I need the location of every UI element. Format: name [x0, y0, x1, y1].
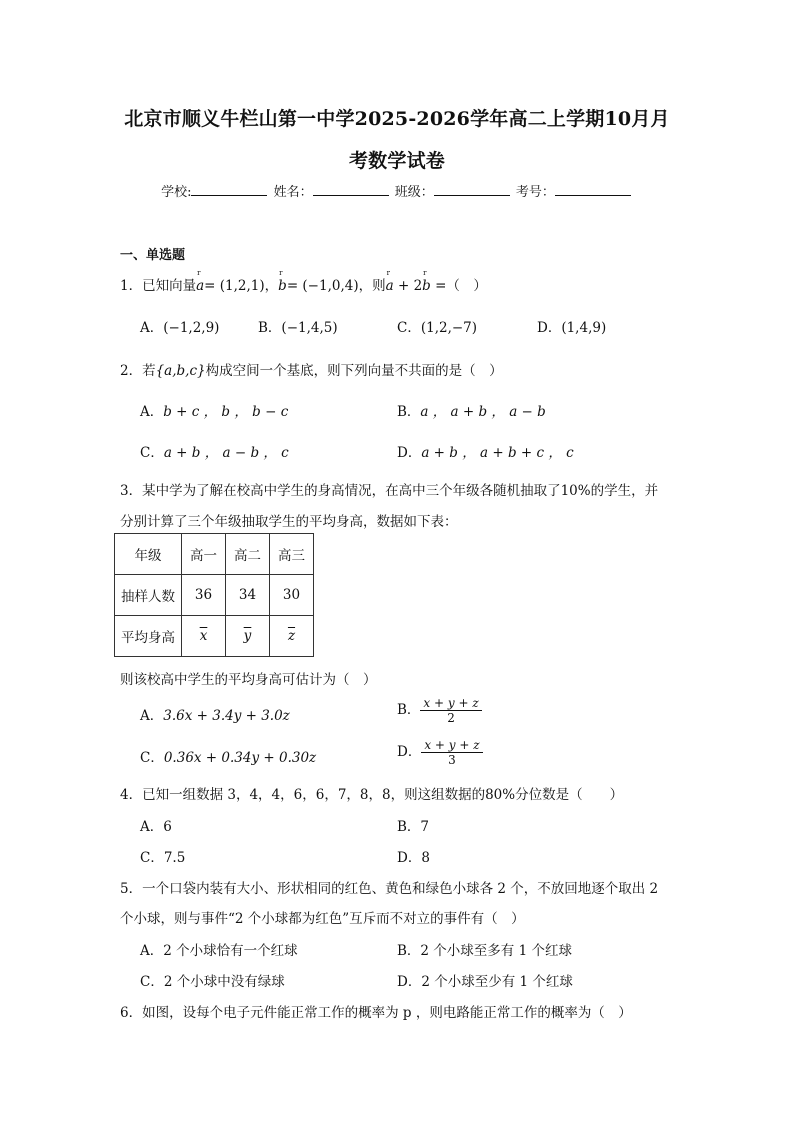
table-header-cell: 高三 [270, 534, 314, 575]
q1-b-value: = (−1,0,4)，则 [286, 278, 386, 294]
q2-suffix: 构成空间一个基底，则下列向量不共面的是（ ） [205, 363, 503, 379]
q4-option-a[interactable]: A．6 [140, 819, 172, 835]
school-blank [191, 183, 267, 196]
q1-a-value: = (1,2,1)， [204, 278, 279, 294]
vector-a: r a [196, 278, 204, 294]
q4-option-b[interactable]: B．7 [397, 819, 430, 835]
table-row [115, 534, 314, 575]
q2-option-d[interactable]: D．a + b ， a + b + c ， c [397, 445, 574, 461]
table-cell: 平均身高 [115, 616, 182, 657]
table-row [115, 616, 314, 657]
q2-option-b[interactable]: B．a ， a + b ， a − b [397, 404, 546, 420]
q5-option-b[interactable]: B．2 个小球至多有 1 个红球 [397, 943, 572, 959]
question-5-line2: 个小球，则与事件“2 个小球都为红色”互斥而不对立的事件有（ ） [120, 911, 525, 927]
table-header-cell: 高二 [226, 534, 270, 575]
table-cell: 抽样人数 [115, 575, 182, 616]
q1-prefix: 1．已知向量 [120, 278, 197, 294]
exam-title-line1: 北京市顺义牛栏山第一中学2025-2026学年高二上学期10月月 [124, 108, 670, 130]
q1-suffix: =（ ） [430, 278, 487, 294]
class-blank [434, 183, 510, 196]
q3-option-c[interactable]: C．0.36x + 0.34y + 0.30z [140, 750, 317, 766]
q3-option-d[interactable]: D． $\frac{x + y + z}{3}$ [397, 738, 483, 767]
table-cell: 30 [270, 575, 314, 616]
exam-title-line2: 考数学试卷 [348, 150, 445, 172]
q4-option-d[interactable]: D．8 [397, 850, 430, 866]
name-label: 姓名： [273, 185, 313, 200]
question-6-stem: 6．如图，设每个电子元件能正常工作的概率为 p ，则电路能正常工作的概率为（ ） [120, 1005, 632, 1021]
q3-option-a[interactable]: A．3.6x + 3.4y + 3.0z [140, 708, 290, 724]
question-3-line1: 3．某中学为了解在校高中学生的身高情况，在高中三个年级各随机抽取了10%的学生，并 [120, 483, 659, 499]
question-5-line1: 5．一个口袋内装有大小、形状相同的红色、黄色和绿色小球各 2 个，不放回地逐个取出 2 [120, 881, 659, 897]
table-row [115, 575, 314, 616]
table-header-cell: 高一 [182, 534, 226, 575]
height-data-table [114, 533, 314, 657]
q2-prefix: 2．若 [120, 363, 156, 379]
school-label: 学校: [161, 185, 192, 200]
q5-option-a[interactable]: A．2 个小球恰有一个红球 [140, 943, 298, 959]
table-cell: $\overline{z}$ [270, 616, 314, 657]
q5-option-c[interactable]: C．2 个小球中没有绿球 [140, 974, 285, 990]
q1-option-c[interactable]: C．(1,2,−7) [397, 320, 478, 336]
q4-option-c[interactable]: C．7.5 [140, 850, 186, 866]
question-3-line2: 分别计算了三个年级抽取学生的平均身高，数据如下表： [120, 514, 458, 530]
q1-option-b[interactable]: B．(−1,4,5) [258, 320, 338, 336]
q1-option-d[interactable]: D．(1,4,9) [537, 320, 607, 336]
q2-option-a[interactable]: A．b + c ， b ， b − c [140, 404, 289, 420]
question-1-stem [120, 274, 487, 294]
table-header-cell: 年级 [115, 534, 182, 575]
q2-option-c[interactable]: C．a + b ， a − b ， c [140, 445, 289, 461]
question-4-stem: 4．已知一组数据 3，4，4，6，6，7，8，8，则这组数据的80%分位数是（ ） [120, 787, 624, 803]
question-3-line3: 则该校高中学生的平均身高可估计为（ ） [120, 672, 377, 688]
exam-no-label: 考号： [515, 185, 555, 200]
student-info-row [0, 181, 794, 200]
q3-option-b[interactable]: B． $\frac{x + y + z}{2}$ [397, 696, 482, 725]
table-cell: 36 [182, 575, 226, 616]
table-cell: 34 [226, 575, 270, 616]
table-cell: $\overline{y}$ [226, 616, 270, 657]
table-cell: $\overline{x}$ [182, 616, 226, 657]
exam-no-blank [555, 183, 631, 196]
expr-vector-b: r b [422, 278, 431, 294]
vector-b: r b [278, 278, 287, 294]
question-2-stem [120, 359, 503, 379]
expr-vector-a: r a [386, 278, 394, 294]
class-label: 班级： [394, 185, 434, 200]
q1-option-a[interactable]: A．(−1,2,9) [140, 320, 220, 336]
section-heading: 一、单选题 [120, 248, 186, 263]
basis-set: {a,b,c} [155, 363, 206, 379]
q5-option-d[interactable]: D．2 个小球至少有 1 个红球 [397, 974, 573, 990]
name-blank [313, 183, 389, 196]
q1-expr-mid: + 2 [393, 278, 423, 294]
